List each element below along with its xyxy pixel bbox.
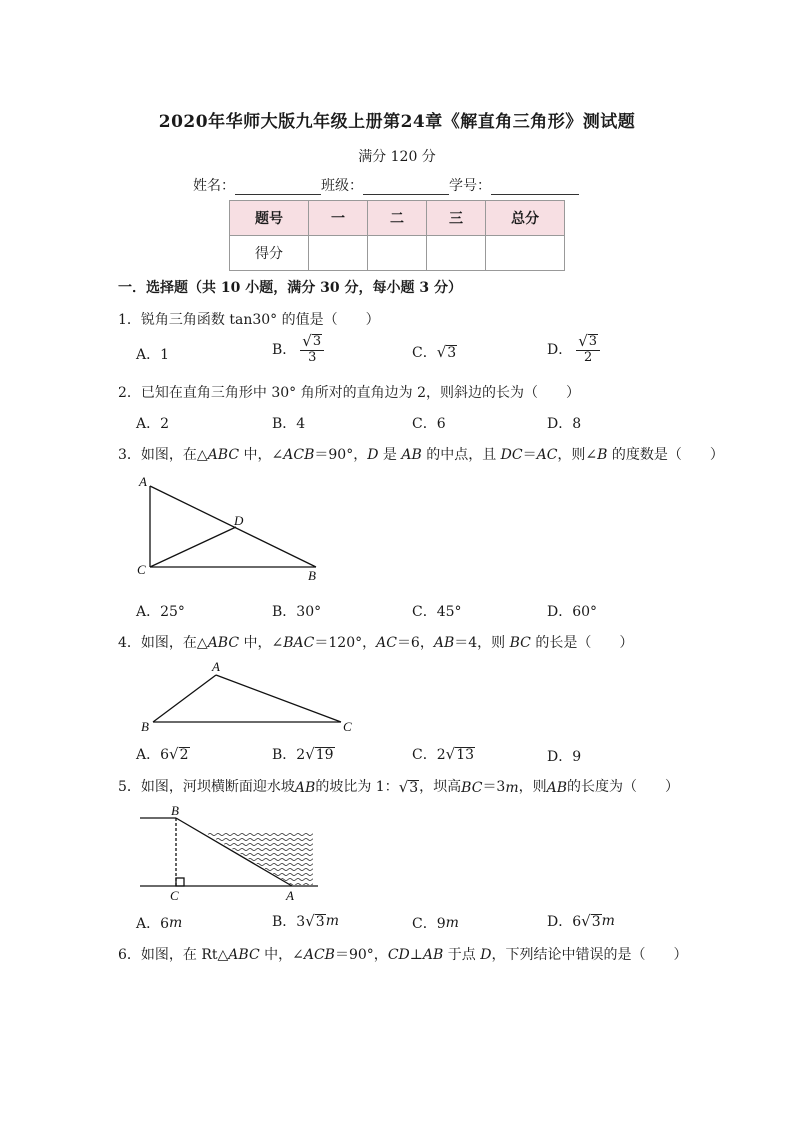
q3-option-b[interactable]: B．30° [272, 604, 322, 620]
q5-figure [136, 802, 326, 906]
score-cell[interactable] [427, 236, 486, 271]
q1-option-a[interactable]: A．1 [136, 347, 170, 363]
header-cell: 一 [309, 201, 368, 236]
q4-option-d[interactable]: D．9 [547, 749, 582, 765]
question-3: 3．如图，在△ABC 中，∠ACB＝90°，D 是 AB 的中点，且 DC＝AC，则∠B 的度数是（ ） [118, 447, 724, 463]
q4-option-b[interactable]: B．2 √ 19 [272, 745, 334, 763]
denominator: 2 [584, 350, 593, 366]
label-c: C [343, 719, 352, 734]
label-a: A [286, 888, 294, 903]
q5-option-b[interactable]: B．3 √ 3 m [272, 912, 339, 930]
water-area [204, 832, 313, 885]
fraction: √ 3 3 [300, 333, 324, 366]
grade-table [229, 200, 565, 271]
denominator: 3 [308, 350, 317, 366]
label-b: B [171, 803, 179, 818]
q2-option-a[interactable]: A．2 [136, 416, 170, 432]
name-field[interactable] [235, 180, 321, 195]
score-cell[interactable] [309, 236, 368, 271]
label-a: A [212, 659, 220, 674]
question-2: 2．已知在直角三角形中 30° 角所对的直角边为 2，则斜边的长为（ ） [118, 385, 580, 401]
q1-option-c[interactable]: C． √ 3 [412, 343, 457, 361]
question-5: 5．如图，河坝横断面迎水坡 AB 的坡比为 1： √ 3 ，坝高 BC ＝3 m ，则 AB 的长度为（ ） [118, 778, 680, 796]
option-prefix: D． [547, 342, 573, 359]
id-label: 学号： [449, 178, 491, 194]
grade-table-row [230, 236, 565, 271]
label-c: C [137, 562, 146, 577]
q1-option-d[interactable] [547, 333, 600, 366]
q4-figure [136, 658, 366, 738]
student-info [193, 175, 579, 195]
right-angle-mark [176, 878, 184, 886]
q3-option-a[interactable]: A．25° [136, 604, 185, 620]
id-field[interactable] [491, 180, 579, 195]
label-b: B [308, 568, 316, 583]
label-c: C [170, 888, 179, 903]
q4-option-c[interactable]: C．2 √ 13 [412, 745, 475, 763]
header-cell: 二 [368, 201, 427, 236]
radicand: 3 [447, 344, 457, 361]
section-heading: 一．选择题（共 10 小题，满分 30 分，每小题 3 分） [118, 280, 462, 296]
score-cell[interactable] [368, 236, 427, 271]
label-d: D [234, 513, 244, 528]
label-b: B [141, 719, 149, 734]
q5-option-d[interactable]: D．6 √ 3 m [547, 912, 615, 930]
radicand: 3 [591, 913, 601, 930]
option-prefix: B． [272, 342, 297, 359]
class-field[interactable] [363, 180, 449, 195]
name-label: 姓名： [193, 178, 235, 194]
q2-option-b[interactable]: B．4 [272, 416, 306, 432]
q5-option-a[interactable]: A．6 m [136, 915, 183, 932]
header-cell: 三 [427, 201, 486, 236]
question-4: 4．如图，在△ABC 中，∠BAC＝120°，AC＝6，AB＝4，则 BC 的长是（ ） [118, 635, 634, 651]
q3-figure [128, 470, 338, 585]
option-prefix: C． [412, 345, 437, 361]
class-label: 班级： [321, 178, 363, 194]
q2-option-d[interactable]: D．8 [547, 416, 582, 432]
header-cell: 总分 [486, 201, 565, 236]
radicand: 3 [315, 913, 325, 930]
header-cell: 题号 [230, 201, 309, 236]
q2-option-c[interactable]: C．6 [412, 416, 446, 432]
full-score: 满分 120 分 [358, 149, 436, 165]
radicand: 3 [588, 334, 598, 350]
score-cell[interactable] [486, 236, 565, 271]
label-a: A [139, 474, 147, 489]
q4-option-a[interactable]: A．6 √ 2 [136, 745, 189, 763]
page-title: 2020年华师大版九年级上册第24章《解直角三角形》测试题 [158, 112, 636, 132]
segment-ab [153, 675, 216, 722]
q5-option-c[interactable]: C．9 m [412, 915, 459, 932]
row-label: 得分 [230, 236, 309, 271]
segment-ac [216, 675, 341, 722]
q3-option-c[interactable]: C．45° [412, 604, 462, 620]
q1-option-b[interactable] [272, 333, 324, 366]
question-1: 1．锐角三角函数 tan30° 的值是（ ） [118, 312, 380, 328]
radicand: 19 [315, 746, 334, 763]
segment-cd [150, 527, 236, 567]
radicand: 3 [312, 334, 322, 350]
fraction: √ 3 2 [576, 333, 600, 366]
q3-option-d[interactable]: D．60° [547, 604, 598, 620]
radicand: 13 [456, 746, 475, 763]
radicand: 2 [179, 746, 189, 763]
grade-table-header [230, 201, 565, 236]
question-6: 6．如图，在 Rt△ABC 中，∠ACB＝90°，CD⊥AB 于点 D，下列结论中错误的是（ ） [118, 947, 688, 963]
